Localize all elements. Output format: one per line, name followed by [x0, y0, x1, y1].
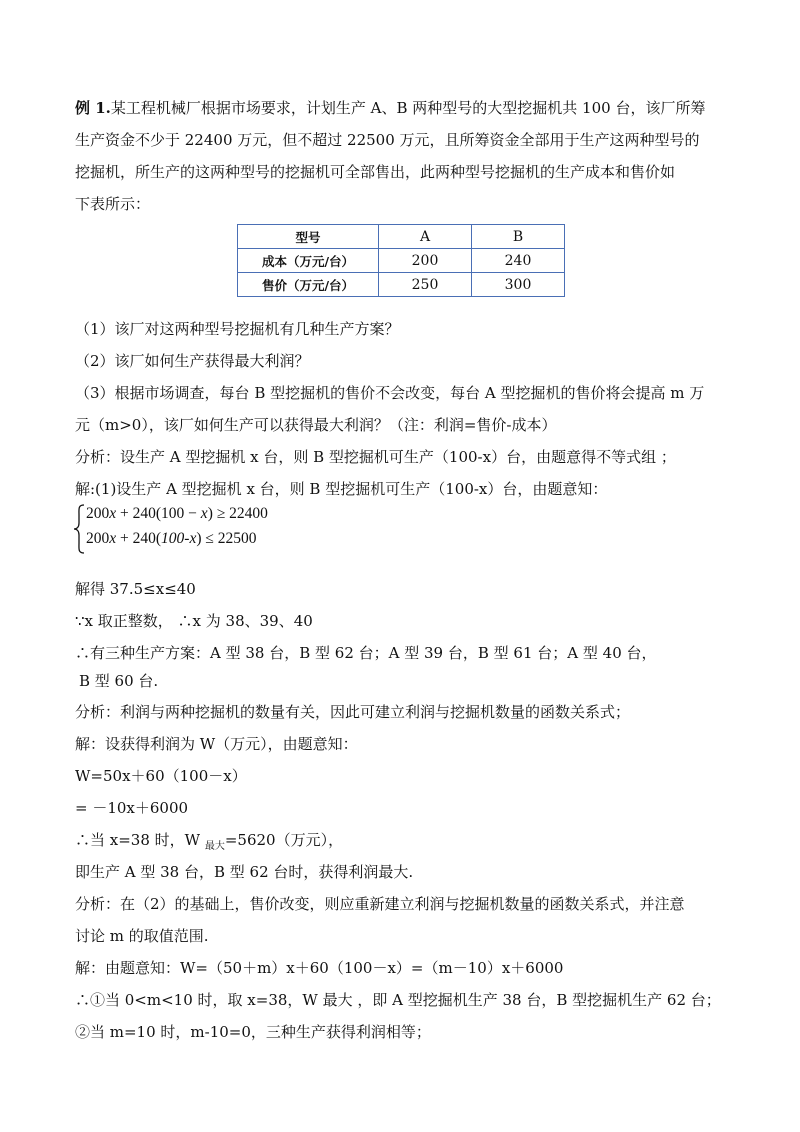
intro-line-3: 挖掘机，所生产的这两种型号的挖掘机可全部售出，此两种型号挖掘机的生产成本和售价如 — [75, 163, 676, 181]
solution-1: 解:(1)设生产 A 型挖掘机 x 台，则 B 型挖掘机可生产（100-x）台，由题意知： — [75, 480, 608, 498]
table-cell: 售价（万元/台） — [238, 273, 379, 297]
table-cell: 240 — [472, 249, 565, 273]
plans-line-2: B 型 60 台. — [79, 672, 159, 690]
table-cell: 250 — [379, 273, 472, 297]
solution-2: 解：设获得利润为 W（万元），由题意知： — [75, 735, 358, 753]
max-profit-line: ∴当 x=38 时，W $_{最大}$=5620（万元）， — [75, 831, 344, 852]
table-header-row — [238, 225, 565, 249]
table-row — [238, 249, 565, 273]
intro-line-2: 生产资金不少于 22400 万元，但不超过 22500 万元，且所筹资金全部用于生产这两种型号的 — [75, 131, 700, 149]
intro-text-1: 某工程机械厂根据市场要求，计划生产 A、B 两种型号的大型挖掘机共 100 台，该厂所筹 — [110, 99, 706, 117]
spec-table — [237, 224, 565, 297]
inequality-1: 200x + 240(100 − x) ≥ 22400 — [86, 505, 268, 522]
conclusion-2: 即生产 A 型 38 台，B 型 62 台时，获得利润最大. — [75, 863, 414, 881]
analysis-3-line-1: 分析：在（2）的基础上，售价改变，则应重新建立利润与挖掘机数量的函数关系式，并注意 — [75, 895, 685, 913]
inequality-2: 200x + 240(100-x) ≤ 22500 — [86, 530, 257, 547]
table-cell: 300 — [472, 273, 565, 297]
table-header-cell: B — [472, 225, 565, 249]
analysis-1: 分析：设生产 A 型挖掘机 x 台，则 B 型挖掘机可生产（100-x）台，由题意得不等式组 ； — [75, 448, 676, 466]
profit-equation-2: = －10x＋6000 — [75, 799, 189, 817]
table-cell: 200 — [379, 249, 472, 273]
because-line: ∵x 取正整数， ∴x 为 38、39、40 — [75, 612, 313, 630]
analysis-2: 分析：利润与两种挖掘机的数量有关，因此可建立利润与挖掘机数量的函数关系式； — [75, 703, 631, 721]
table-cell: 成本（万元/台） — [238, 249, 379, 273]
question-3-line-2: 元（m>0），该厂如何生产可以获得最大利润？（注：利润=售价-成本） — [75, 416, 557, 434]
question-2: （2）该厂如何生产获得最大利润？ — [75, 352, 310, 370]
intro-line-1 — [75, 97, 705, 119]
question-1: （1）该厂对这两种型号挖掘机有几种生产方案？ — [75, 320, 400, 338]
case-2: ②当 m=10 时，m-10=0，三种生产获得利润相等； — [75, 1023, 431, 1041]
analysis-3-line-2: 讨论 m 的取值范围. — [75, 927, 209, 945]
case-1: ∴①当 0<m<10 时，取 x=38，W 最大 ，即 A 型挖掘机生产 38 台，B 型挖掘机生产 62 台； — [75, 991, 721, 1009]
table-row — [238, 273, 565, 297]
plans-line-1: ∴有三种生产方案：A 型 38 台，B 型 62 台；A 型 39 台，B 型 61 台；A 型 40 台， — [75, 644, 657, 662]
result-1: 解得 37.5≤x≤40 — [75, 580, 196, 598]
table-header-cell: A — [379, 225, 472, 249]
profit-equation-1: W=50x＋60（100－x） — [75, 767, 247, 785]
left-brace-icon — [72, 503, 86, 555]
intro-line-4: 下表所示： — [75, 195, 151, 213]
example-label: 例 1. — [75, 99, 111, 117]
solution-3: 解：由题意知：W=（50＋m）x＋60（100－x）=（m－10）x＋6000 — [75, 959, 564, 977]
table-header-cell: 型号 — [238, 225, 379, 249]
question-3-line-1: （3）根据市场调查，每台 B 型挖掘机的售价不会改变，每台 A 型挖掘机的售价将会提高 m 万 — [75, 384, 705, 402]
